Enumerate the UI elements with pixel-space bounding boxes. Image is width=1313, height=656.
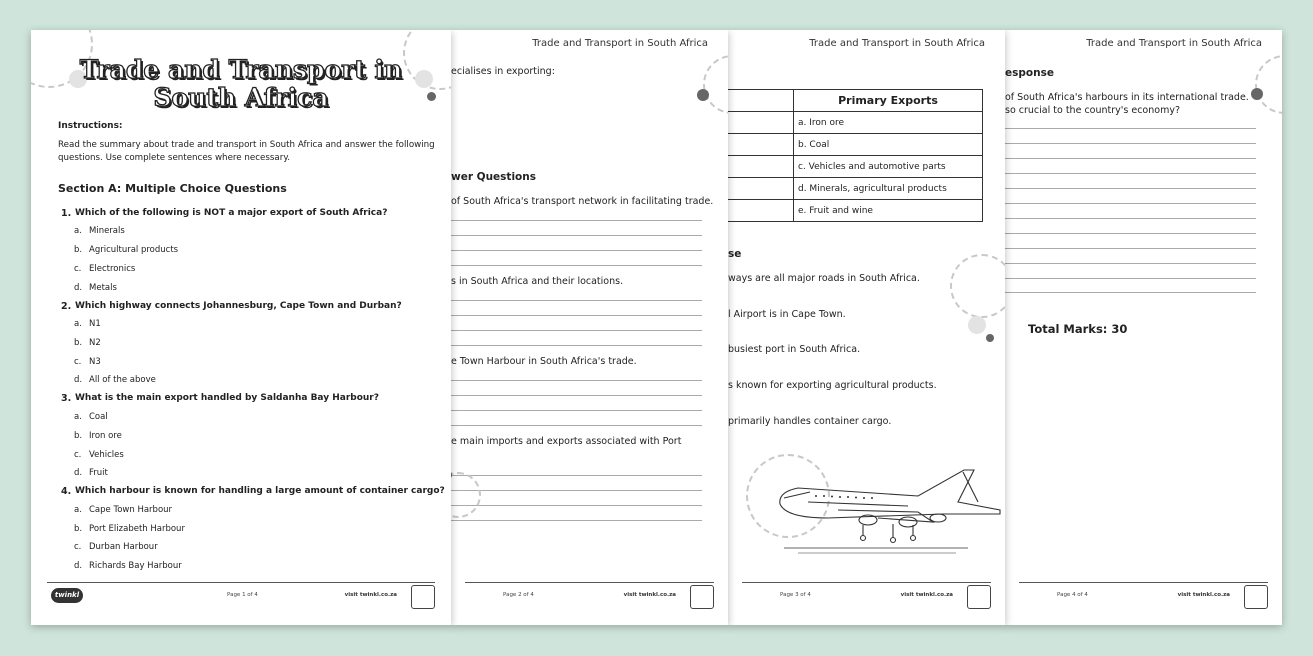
question-number: 3.	[61, 393, 72, 404]
question-text: so crucial to the country's economy?	[1005, 105, 1180, 116]
option-text: Durban Harbour	[89, 542, 158, 552]
true-false-statement: busiest port in South Africa.	[728, 344, 861, 355]
option-letter: c.	[74, 357, 82, 367]
answer-line	[1005, 292, 1256, 293]
option-text: Metals	[89, 283, 117, 293]
page-footer	[742, 582, 991, 607]
table-cell: a. Iron ore	[794, 112, 983, 134]
option-letter: c.	[74, 264, 82, 274]
question-text: e main imports and exports associated with Port	[451, 436, 682, 447]
true-false-statement: l Airport is in Cape Town.	[728, 309, 846, 320]
true-false-statement: ways are all major roads in South Africa.	[728, 273, 920, 284]
answer-line	[451, 395, 702, 396]
page-number: Page 2 of 4	[503, 592, 534, 598]
option-letter: b.	[74, 431, 83, 441]
option-letter: a.	[74, 226, 82, 236]
instructions-text: questions. Use complete sentences where necessary.	[58, 153, 290, 163]
answer-line	[451, 330, 702, 331]
page-number: Page 3 of 4	[780, 592, 811, 598]
answer-line	[1005, 278, 1256, 279]
page-footer	[465, 582, 714, 607]
option-letter: a.	[74, 412, 82, 422]
option-text: N1	[89, 319, 101, 329]
answer-line	[1005, 158, 1256, 159]
table-cell: d. Minerals, agricultural products	[794, 178, 983, 200]
option-text: Port Elizabeth Harbour	[89, 524, 185, 534]
answer-line	[1005, 143, 1256, 144]
option-letter: c.	[74, 450, 82, 460]
twinkl-logo: twinkl	[51, 588, 83, 603]
true-false-statement: s known for exporting agricultural products.	[728, 380, 937, 391]
quality-badge-icon	[690, 585, 714, 609]
worksheet-title: Trade and Transport in South Africa	[79, 55, 403, 112]
answer-line	[451, 265, 702, 266]
option-text: N2	[89, 338, 101, 348]
option-text: Minerals	[89, 226, 125, 236]
total-marks: Total Marks: 30	[1028, 322, 1128, 336]
option-text: Iron ore	[89, 431, 122, 441]
page-header: Trade and Transport in South Africa	[1086, 38, 1262, 49]
instructions-text: Read the summary about trade and transport in South Africa and answer the following	[58, 140, 435, 150]
option-text: Cape Town Harbour	[89, 505, 173, 515]
section-a-heading: Section A: Multiple Choice Questions	[58, 182, 287, 195]
option-letter: b.	[74, 524, 83, 534]
question-text: of South Africa's harbours in its international trade.	[1005, 92, 1249, 103]
option-letter: d.	[74, 468, 83, 478]
table-cell: e. Fruit and wine	[794, 200, 983, 222]
decorative-circle	[451, 472, 481, 518]
worksheet-page-2	[451, 30, 728, 625]
website-url: visit twinkl.co.za	[344, 592, 397, 598]
answer-line	[451, 300, 702, 301]
option-text: Electronics	[89, 264, 136, 274]
option-text: Agricultural products	[89, 245, 179, 255]
page-header: Trade and Transport in South Africa	[532, 38, 708, 49]
question-text: Which of the following is NOT a major export of South Africa?	[75, 208, 388, 218]
question-number: 2.	[61, 301, 72, 312]
worksheet-page-4	[1005, 30, 1282, 625]
decorative-dot	[1251, 88, 1263, 100]
answer-line	[451, 520, 702, 521]
page-footer	[47, 582, 435, 607]
table-row	[728, 156, 983, 178]
answer-line	[451, 345, 702, 346]
website-url: visit twinkl.co.za	[623, 592, 676, 598]
exports-table	[728, 89, 983, 222]
option-text: Fruit	[89, 468, 108, 478]
answer-line	[1005, 128, 1256, 129]
page-footer	[1019, 582, 1268, 607]
answer-line	[451, 220, 702, 221]
answer-line	[451, 380, 702, 381]
quality-badge-icon	[1244, 585, 1268, 609]
question-number: 4.	[61, 486, 72, 497]
answer-line	[451, 490, 702, 491]
decorative-dot	[986, 334, 994, 342]
answer-line	[451, 250, 702, 251]
table-cell: c. Vehicles and automotive parts	[794, 156, 983, 178]
option-letter: d.	[74, 283, 83, 293]
option-letter: a.	[74, 319, 82, 329]
table-row	[728, 178, 983, 200]
option-letter: d.	[74, 561, 83, 571]
table-row	[728, 112, 983, 134]
question-text: What is the main export handled by Saldanha Bay Harbour?	[75, 393, 379, 403]
option-letter: b.	[74, 245, 83, 255]
true-false-statement: primarily handles container cargo.	[728, 416, 892, 427]
option-letter: a.	[74, 505, 82, 515]
website-url: visit twinkl.co.za	[1177, 592, 1230, 598]
answer-line	[1005, 173, 1256, 174]
answer-line	[451, 505, 702, 506]
answer-line	[1005, 203, 1256, 204]
page-header: Trade and Transport in South Africa	[809, 38, 985, 49]
option-letter: b.	[74, 338, 83, 348]
instructions-label: Instructions:	[58, 121, 123, 131]
option-text: All of the above	[89, 375, 156, 385]
answer-line	[451, 475, 702, 476]
section-b-heading: wer Questions	[451, 171, 536, 183]
decorative-dot	[697, 89, 709, 101]
answer-line	[1005, 248, 1256, 249]
question-text: ecialises in exporting:	[451, 66, 555, 77]
answer-line	[451, 425, 702, 426]
option-text: Richards Bay Harbour	[89, 561, 182, 571]
worksheet-page-1	[31, 30, 451, 625]
website-url: visit twinkl.co.za	[900, 592, 953, 598]
table-row	[728, 200, 983, 222]
page-number: Page 1 of 4	[227, 592, 258, 598]
quality-badge-icon	[411, 585, 435, 609]
airplane-icon	[768, 462, 1005, 562]
question-number: 1.	[61, 208, 72, 219]
decorative-circle	[1255, 55, 1282, 114]
question-text: e Town Harbour in South Africa's trade.	[451, 356, 637, 367]
quality-badge-icon	[967, 585, 991, 609]
option-letter: c.	[74, 542, 82, 552]
answer-line	[1005, 218, 1256, 219]
decorative-circle	[950, 254, 1005, 318]
answer-line	[451, 235, 702, 236]
answer-line	[1005, 188, 1256, 189]
table-header: Primary Exports	[794, 90, 983, 112]
decorative-circle	[703, 55, 728, 114]
question-text: Which highway connects Johannesburg, Cape Town and Durban?	[75, 301, 402, 311]
question-text: Which harbour is known for handling a large amount of container cargo?	[75, 486, 445, 496]
page-number: Page 4 of 4	[1057, 592, 1088, 598]
decorative-dot	[968, 316, 986, 334]
table-row	[728, 134, 983, 156]
question-text: s in South Africa and their locations.	[451, 276, 624, 287]
worksheet-page-3	[728, 30, 1005, 625]
option-text: N3	[89, 357, 101, 367]
option-letter: d.	[74, 375, 83, 385]
answer-line	[1005, 263, 1256, 264]
option-text: Vehicles	[89, 450, 124, 460]
question-text: of South Africa's transport network in facilitating trade.	[451, 196, 714, 207]
option-text: Coal	[89, 412, 108, 422]
table-cell: b. Coal	[794, 134, 983, 156]
section-c-heading: se	[728, 248, 742, 260]
answer-line	[451, 410, 702, 411]
answer-line	[451, 315, 702, 316]
section-d-heading: esponse	[1005, 67, 1054, 79]
answer-line	[1005, 233, 1256, 234]
